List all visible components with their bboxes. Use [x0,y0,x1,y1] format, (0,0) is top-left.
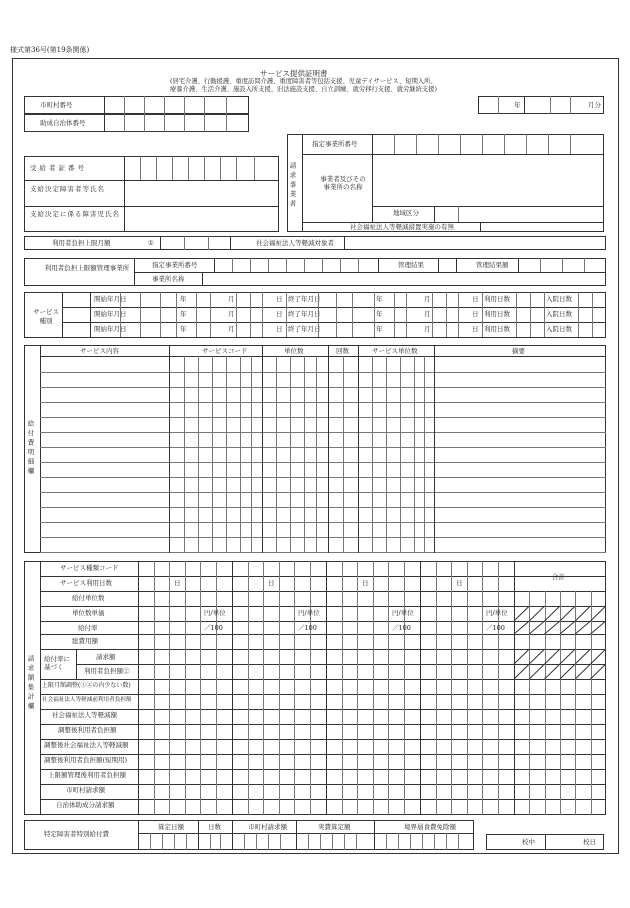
use-days-label-1: 利用日数 [484,295,510,303]
start-month-label-1: 月 [228,295,235,303]
end-year-label-2: 年 [376,310,383,318]
subsidy-no-label: 助成自治体番号 [40,119,86,127]
start-date-label-3: 開始年月日 [94,325,127,333]
form-subtitle-2: 療養介護、生活介護、施設入所支援、旧法施設支援、自立訓練、就労移行支援、就労継続支援) [170,86,437,93]
school-day-label: 校日 [583,838,596,846]
month-portion-label: 月分 [588,101,601,109]
region-label: 地域区分 [393,209,419,217]
per100-4: ／100 [486,624,505,632]
start-day-label-1: 日 [276,295,283,303]
use-days-label-3: 利用日数 [484,325,510,333]
monthly-limit-label: 利用者負担上限月額 [52,239,111,247]
end-month-label-3: 月 [424,325,431,333]
form-title: サービス提供証明書 [260,69,328,78]
row-user-burden2: 利用者負担額② [84,667,130,675]
service-type-label: サービス種別 [33,308,59,326]
use-days-label-2: 利用日数 [484,310,510,318]
start-date-label-1: 開始年月日 [94,295,127,303]
calc-daily-label: 算定日額 [158,823,184,831]
start-year-label-1: 年 [180,295,187,303]
start-year-label-3: 年 [180,325,187,333]
use-days-day-4: 日 [456,579,463,587]
use-days-day-1: 日 [174,579,181,587]
row-adj-short: 調整後利用者負担額(短期用) [44,756,128,764]
yen-per-unit-2: 円/単位 [298,609,320,617]
hosp-days-label-1: 入院日数 [546,295,572,303]
end-day-label-1: 日 [472,295,479,303]
row-upper-adjust: 上限月額調整(①②の内少ない数) [42,682,131,689]
yen-per-unit-3: 円/単位 [392,609,414,617]
mgmt-result-amount-label: 管理結果額 [476,261,509,269]
end-month-label-1: 月 [424,295,431,303]
recipient-cert-label: 受給者証番号 [30,164,87,172]
row-benefit-units: 給付単位数 [72,594,105,602]
per100-3: ／100 [392,624,411,632]
billing-side-label: 請求額集計欄 [26,655,35,712]
limit-mgmt-label: 利用者負担上限額管理事業所 [44,264,130,272]
end-month-label-2: 月 [424,310,431,318]
row-use-days: サービス利用日数 [60,579,112,587]
circle-one-mark: ① [148,239,154,247]
yen-per-unit-1: 円/単位 [204,609,226,617]
col-remarks: 摘要 [512,347,525,355]
billing-provider-label: 請求事業者 [288,162,297,210]
office-name-label: 事業者及びその事業所の名称 [320,175,366,192]
limit-office-name-label: 事業所名称 [152,275,185,283]
reduction-label: 社会福祉法人等軽減措置実施の有無 [350,223,454,231]
col-count: 回数 [336,347,349,355]
row-based-on-rate: 給付率に基づく [44,655,70,672]
row-total-cost: 総費用額 [72,637,98,645]
over-exempt-label: 境界層食費免除額 [404,823,456,831]
start-month-label-3: 月 [228,325,235,333]
row-type-code: サービス種類コード [60,564,119,572]
row-muni-claim: 市町村請求額 [66,786,105,794]
end-date-label-1: 終了年月日 [288,295,321,303]
row-unit-price: 単位数単価 [72,609,105,617]
yen-per-unit-4: 円/単位 [486,609,508,617]
year-label: 年 [514,101,521,109]
col-service-code: サービスコード [202,347,248,355]
start-year-label-2: 年 [180,310,187,318]
row-subsidy-claim: 自治体助成分請求額 [56,801,115,809]
limit-office-no-label: 指定事業所番号 [152,261,198,269]
row-adj-sw: 調整後社会福祉法人等軽減額 [44,741,129,749]
municipality-no-label: 市町村番号 [40,101,73,109]
row-benefit-rate: 給付率 [78,624,98,632]
row-sw-reduction: 社会福祉法人等軽減額 [52,711,117,719]
hosp-days-label-2: 入院日数 [546,310,572,318]
end-date-label-2: 終了年月日 [288,310,321,318]
row-cap-mgmt: 上限額管理後利用者負担額 [48,771,126,779]
special-muni-claim-label: 市町村請求額 [248,823,287,831]
start-day-label-3: 日 [276,325,283,333]
child-name-label: 支給決定に係る障害児氏名 [30,210,120,218]
special-benefit-label: 特定障害者特別給付費 [44,830,109,838]
total-col-label: 合計 [552,573,565,581]
form-number: 様式第36号(第19条関係) [10,46,90,54]
days-label: 日数 [208,823,221,831]
col-units: 単位数 [284,347,304,355]
end-year-label-3: 年 [376,325,383,333]
school-mid-label: 校中 [522,838,535,846]
start-day-label-2: 日 [276,310,283,318]
start-date-label-2: 開始年月日 [94,310,127,318]
form-subtitle-1: (居宅介護、行動援護、重度訪問介護、重度障害者等包括支援、児童デイサービス、短期入所、 [170,78,437,85]
benefits-side-label: 給付費明細欄 [26,420,35,477]
row-sw-before: 社会福祉法人等軽減前利用者負担額 [42,697,132,703]
row-claim: 請求額 [96,653,116,661]
col-service-units: サービス単位数 [372,347,418,355]
per100-1: ／100 [204,624,223,632]
end-day-label-2: 日 [472,310,479,318]
start-month-label-2: 月 [228,310,235,318]
end-year-label-1: 年 [376,295,383,303]
per100-2: ／100 [298,624,317,632]
hosp-days-label-3: 入院日数 [546,325,572,333]
row-adj-user: 調整後利用者負担額 [58,726,117,734]
social-welfare-label: 社会福祉法人等軽減対象者 [256,239,334,247]
use-days-day-2: 日 [268,579,275,587]
mgmt-result-label: 管理結果 [398,261,424,269]
end-date-label-3: 終了年月日 [288,325,321,333]
col-service-content: サービス内容 [80,347,119,355]
actual-cost-label: 実費算定額 [318,823,351,831]
use-days-day-3: 日 [362,579,369,587]
parent-name-label: 支給決定障害者等氏名 [30,185,105,193]
office-no-label: 指定事業所番号 [312,140,358,148]
end-day-label-3: 日 [472,325,479,333]
